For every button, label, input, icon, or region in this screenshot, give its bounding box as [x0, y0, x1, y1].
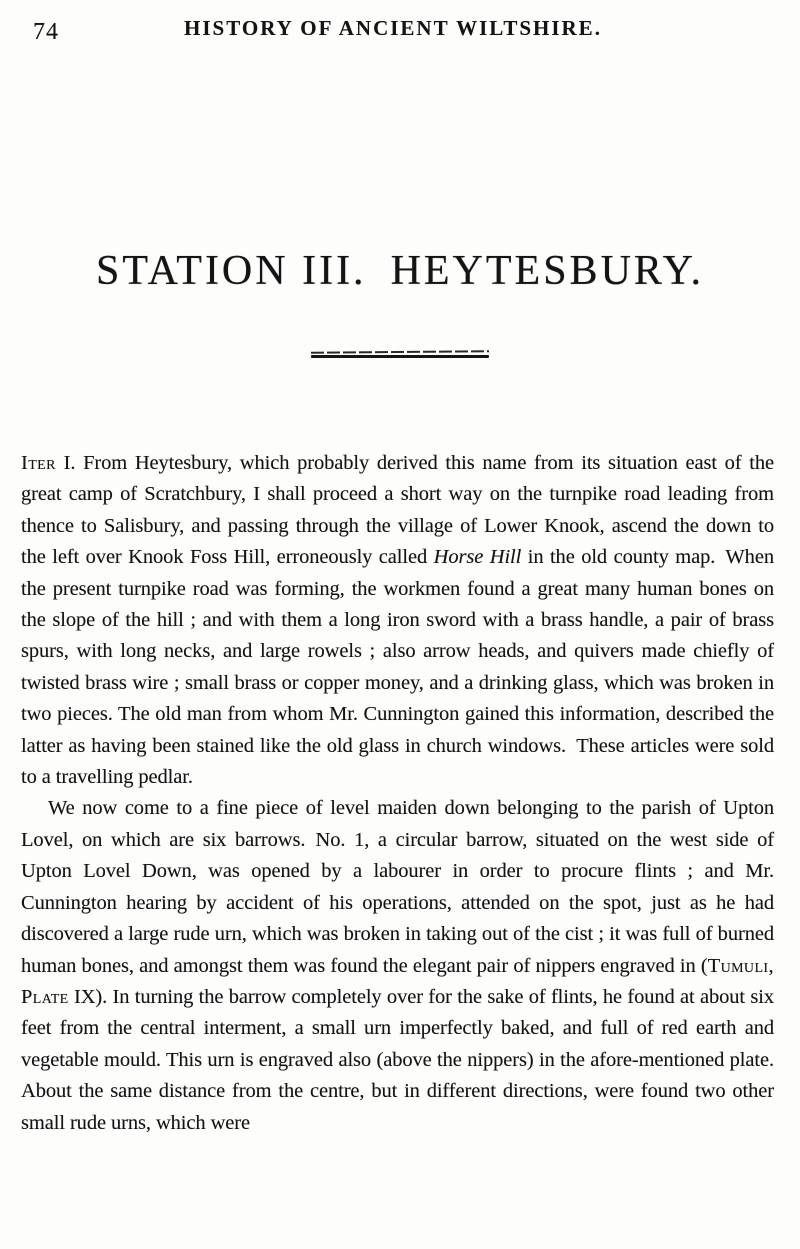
- paragraph: [21, 448, 774, 793]
- normal-text-segment: I. From Heytesbury, which probably derived this name from its situation east of the great camp of Scratchbury, I shall proceed a short way on the turnpike road leading from thence to Salisbury, and passing through the village of Lower Knook, ascend the down to the left over Knook Foss Hill, erroneously called: [21, 452, 774, 569]
- normal-text-segment: in the old county map. When the present turnpike road was forming, the workmen found a great many human bones on the slope of the hill ; and with them a long iron sword with a brass handle, a pair of brass spurs, with long necks, and large rowels ; also arrow heads, and quivers made chiefly of twisted brass wire ; small brass or copper money, and a drinking glass, which was broken in two pieces. The old man from whom Mr. Cunnington gained this information, described the latter as having been stained like the old glass in church windows. These articles were sold to a travelling pedlar.: [21, 546, 774, 789]
- divider-thin-line: [311, 350, 489, 353]
- smallcaps-text-segment: Tumuli, Plate: [21, 954, 774, 1008]
- normal-text-segment: IX). In turning the barrow completely over for the sake of flints, he found at about six feet from the central interment, a small urn imperfectly baked, and full of red earth and vegetable mould. This urn is engraved also (above the nippers) in the afore-mentioned plate. About the same distance from the centre, but in different directions, were found two other small rude urns, which were: [21, 985, 774, 1134]
- italic-text-segment: Horse Hill: [433, 546, 522, 569]
- paragraph: [21, 793, 774, 1138]
- page-title-place: HEYTESBURY.: [390, 248, 705, 294]
- body-paragraphs: [21, 448, 774, 1139]
- normal-text-segment: We now come to a fine piece of level maiden down belonging to the parish of Upton Lovel, on which are six barrows. No. 1, a circular barrow, situated on the west side of Upton Lovel Down, was opened by a labourer in order to procure flints ; and Mr. Cunnington hearing by accident of his operations, attended on the spot, just as he had discovered a large rude urn, which was broken in taking out of the cist ; it was full of burned human bones, and amongst them was found the elegant pair of nippers engraved in (: [21, 797, 774, 977]
- page-number: 74: [33, 19, 59, 45]
- running-head: HISTORY OF ANCIENT WILTSHIRE.: [184, 16, 602, 40]
- page-title: [0, 247, 800, 295]
- page-title-station: STATION III.: [95, 248, 367, 294]
- smallcaps-text-segment: Iter: [21, 452, 56, 474]
- title-divider-rule: [311, 351, 489, 358]
- divider-thick-line: [311, 355, 489, 358]
